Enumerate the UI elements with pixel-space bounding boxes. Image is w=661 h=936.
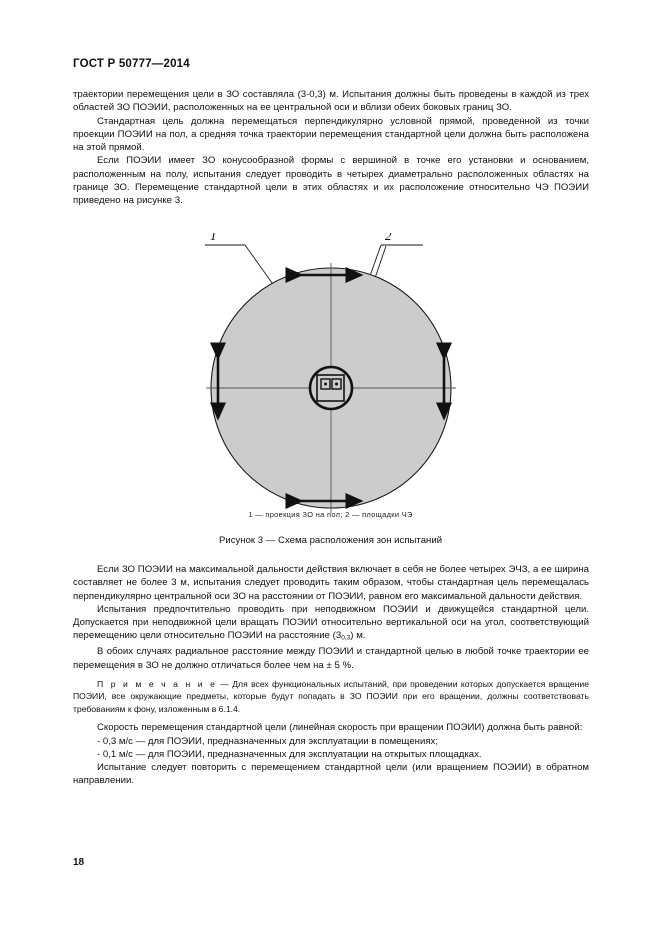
note-label: П р и м е ч а н и е [97, 679, 217, 689]
figure-title: Рисунок 3 — Схема расположения зон испытаний [218, 535, 443, 546]
note-text: — Для всех функциональных испытаний, при проведении которых допускается вращение ПОЭИИ, все окружающие предметы, которые будут попадать в ЗО ПОЭИИ при его вращении, должны соответствовать требованиям к фону, изложенным в 6.1.4. [73, 679, 589, 714]
figure-3 [73, 233, 589, 543]
paragraph-7: Скорость перемещения стандартной цели (линейная скорость при вращении ПОЭИИ) должна быть равной: [97, 722, 583, 734]
paragraph-2: Стандартная цель должна перемещаться перпендикулярно условной прямой, проведенной из точки проекции ПОЭИИ на пол, а средняя точка траектории перемещения стандартной цели должна быть расположена на этой прямой. [73, 115, 589, 154]
paragraph-3: Если ПОЭИИ имеет ЗО конусообразной формы с вершиной в точке его установки и основанием, расположенным на полу, испытания следует проводить в четырех диаметрально расположенных областях на границе ЗО. Перемещение стандартной цели в этих областях и их расположение относительно ЧЭ ПОЭИИ приведено на рисунке 3. [73, 155, 589, 207]
callout-2-label: 2 [385, 233, 392, 243]
paragraph-5-text-b: ) м. [350, 630, 366, 642]
standard-header: ГОСТ Р 50777—2014 [73, 58, 190, 70]
zone-diagram-svg [161, 233, 501, 533]
callout-1-label: 1 [210, 233, 217, 243]
paragraph-8: Испытание следует повторить с перемещением стандартной цели (или вращением ПОЭИИ) в обратном направлении. [73, 762, 589, 787]
figure-legend: 1 — проекция ЗО на пол; 2 — площадки ЧЭ [248, 510, 413, 519]
paragraph-5 [73, 603, 589, 646]
paragraph-5-subscript: 0,3 [341, 635, 351, 643]
list-item-indoor: - 0,3 м/с — для ПОЭИИ, предназначенных для эксплуатации в помещениях; [97, 735, 438, 747]
paragraph-6: В обоих случаях радиальное расстояние между ПОЭИИ и стандартной целью в любой точке траектории ее перемещения в ЗО не должно отличаться более чем на ± 5 %. [73, 646, 589, 671]
sensor-dot-left [324, 383, 327, 386]
sensor-dot-right [335, 383, 338, 386]
list-item-outdoor: - 0,1 м/с — для ПОЭИИ, предназначенных для эксплуатации на открытых площадках. [97, 748, 482, 760]
paragraph-4: Если ЗО ПОЭИИ на максимальной дальности действия включает в себя не более четырех ЭЧЗ, а ее ширина составляет не более 3 м, испытания следует проводить таким образом, чтобы стандартная цель перемещалась перпендикулярно центральной оси ЗО на расстоянии от ПОЭИИ, равном его максимальной дальности действия. [73, 564, 589, 602]
paragraph-5-text-a: Испытания предпочтительно проводить при неподвижном ПОЭИИ и движущейся стандартной цели. Допускается при неподвижной цели вращать ПОЭИИ относительно вертикальной оси на угол, соответствующий перемещению цели относительно ПОЭИИ на расстояние (3 [73, 603, 589, 642]
document-body-lower [73, 563, 589, 788]
note-block [73, 678, 589, 715]
paragraph-1: траектории перемещения цели в ЗО составляла (3-0,3) м. Испытания должны быть проведены в каждой из трех областей ЗО ПОЭИИ, расположенных на ее центральной оси и вблизи обеих боковых границ ЗО. [73, 89, 589, 114]
document-body [73, 88, 589, 208]
page-number: 18 [73, 857, 85, 868]
